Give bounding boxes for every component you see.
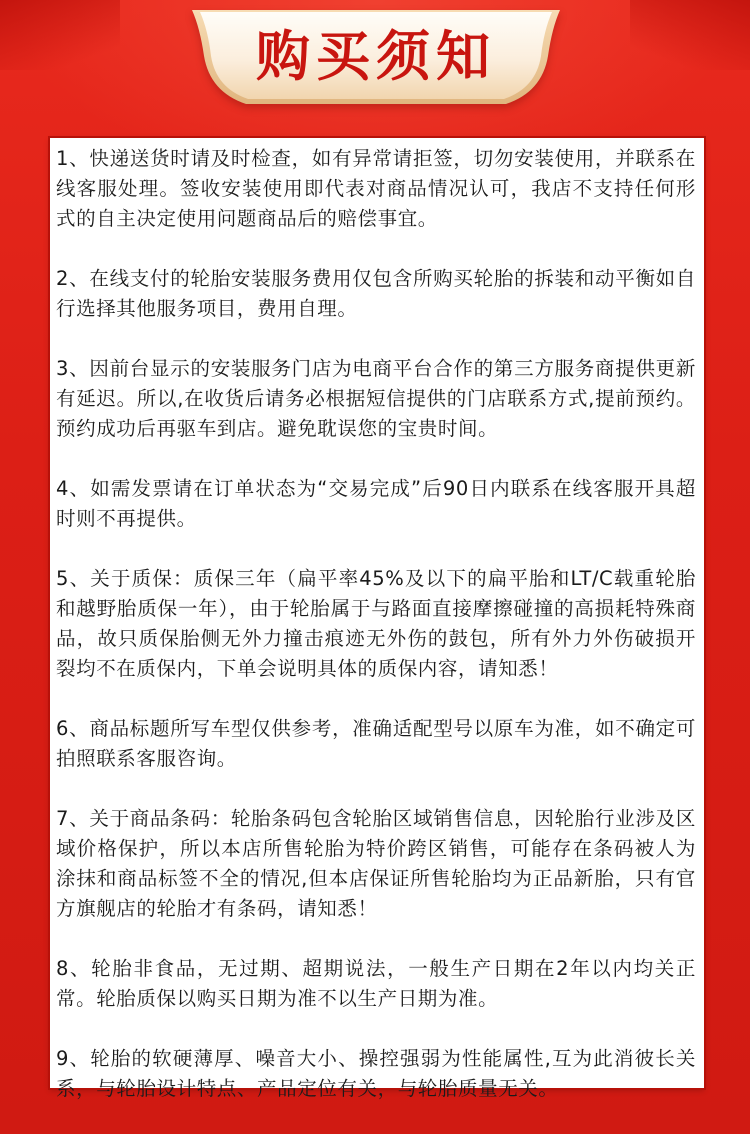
corner-decoration-left — [0, 0, 120, 70]
corner-decoration-right — [630, 0, 750, 70]
notice-item-3: 3、因前台显示的安装服务门店为电商平台合作的第三方服务商提供更新有延迟。所以,在收货后请务必根据短信提供的门店联系方式,提前预约。预约成功后再驱车到店。避免耽误您的宝贵时间。 — [56, 357, 696, 440]
notice-item-5: 5、关于质保：质保三年（扁平率45%及以下的扁平胎和LT/C载重轮胎和越野胎质保一年），由于轮胎属于与路面直接摩擦碰撞的高损耗特殊商品，故只质保胎侧无外力撞击痕迹无外伤的鼓包，所有外力外伤破损开裂均不在质保内，下单会说明具体的质保内容，请知悉！ — [56, 567, 696, 680]
notice-item-9: 9、轮胎的软硬薄厚、噪音大小、操控强弱为性能属性,互为此消彼长关系，与轮胎设计特点、产品定位有关，与轮胎质量无关。 — [56, 1047, 696, 1100]
notice-panel — [50, 138, 704, 1100]
notice-item-7: 7、关于商品条码：轮胎条码包含轮胎区域销售信息，因轮胎行业涉及区域价格保护，所以本店所售轮胎为特价跨区销售，可能存在条码被人为涂抹和商品标签不全的情况,但本店保证所售轮胎均为正品新胎，只有官方旗舰店的轮胎才有条码，请知悉！ — [56, 807, 696, 920]
page-title: 购买须知 — [256, 25, 496, 88]
notice-item-1: 1、快递送货时请及时检查，如有异常请拒签，切勿安装使用，并联系在线客服处理。签收安装使用即代表对商品情况认可，我店不支持任何形式的自主决定使用问题商品后的赔偿事宜。 — [56, 147, 696, 230]
title-banner — [186, 8, 566, 108]
notice-item-4: 4、如需发票请在订单状态为“交易完成”后90日内联系在线客服开具超时则不再提供。 — [56, 477, 696, 530]
notice-item-8: 8、轮胎非食品，无过期、超期说法，一般生产日期在2年以内均关正常。轮胎质保以购买日期为准不以生产日期为准。 — [56, 957, 696, 1010]
notice-item-6: 6、商品标题所写车型仅供参考，准确适配型号以原车为准，如不确定可拍照联系客服咨询。 — [56, 717, 696, 770]
notice-list — [56, 144, 696, 1104]
notice-item-2: 2、在线支付的轮胎安装服务费用仅包含所购买轮胎的拆装和动平衡如自行选择其他服务项目，费用自理。 — [56, 267, 696, 320]
